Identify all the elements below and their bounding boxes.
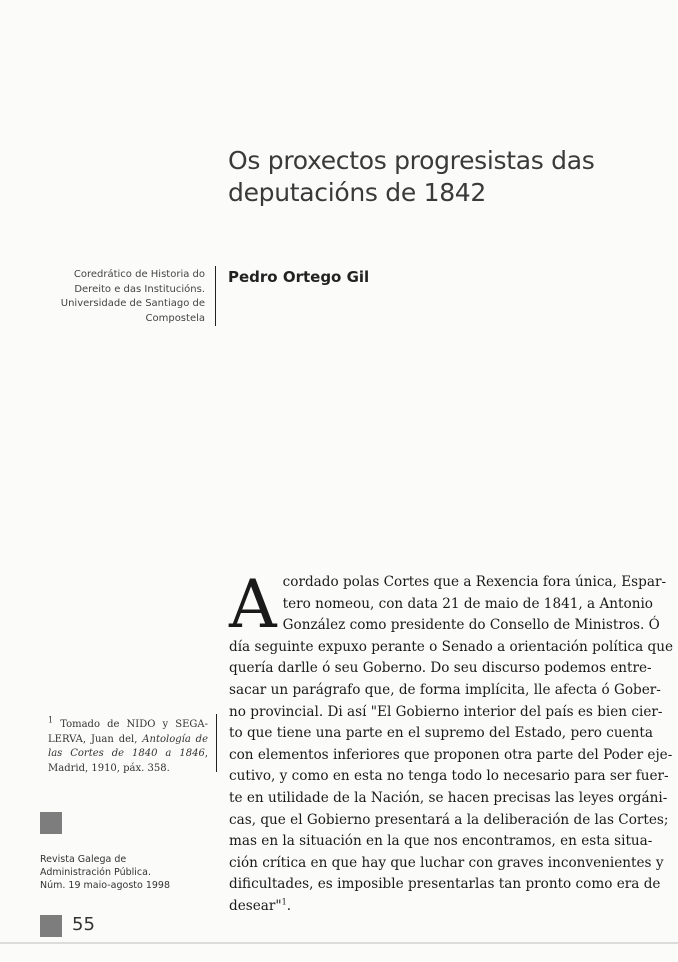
body-line: sacar un parágrafo que, de forma implícita, lle afecta ó Gober- xyxy=(229,681,661,698)
footnote-text-end: , Madrid, 1910, páx. 358. xyxy=(48,748,208,774)
drop-cap: A xyxy=(229,566,277,643)
body-line: dificultades, es imposible presentarlas tan pronto como era de xyxy=(229,876,661,893)
body-line: tero nomeou, con data 21 de maio de 1841, a Antonio xyxy=(282,595,653,612)
journal-name-2: Administración Pública. xyxy=(40,867,151,878)
body-line: te en utilidade de la Nación, se hacen precisas las leyes orgáni- xyxy=(229,789,668,806)
page-number: 55 xyxy=(72,914,95,935)
affiliation-divider xyxy=(215,266,216,326)
body-line: día seguinte expuxo perante o Senado a orientación política que xyxy=(229,638,674,655)
author-name: Pedro Ortego Gil xyxy=(228,268,370,286)
body-line: quería darlle ó seu Goberno. Do seu discurso podemos entre- xyxy=(229,660,652,677)
footnote-reference[interactable]: 1 xyxy=(281,897,287,907)
footnote-number: 1 xyxy=(48,715,54,725)
author-affiliation xyxy=(40,268,205,326)
footnote-divider xyxy=(216,714,217,772)
body-line: González como presidente do Consello de Ministros. Ó xyxy=(282,617,660,634)
body-paragraph xyxy=(229,566,674,918)
affiliation-line: Dereito e das Institucións. xyxy=(74,283,205,295)
body-line: con elementos inferiores que proponen otra parte del Poder eje- xyxy=(229,746,673,763)
body-line: no provincial. Di así "El Gobierno interior del país es bien cier- xyxy=(229,703,663,720)
page-number-square xyxy=(40,915,62,937)
footnote-italic-title: Antología de las Cortes de 1840 a 1846 xyxy=(48,733,208,759)
journal-name: Revista Galega de xyxy=(40,854,127,865)
body-line-text: desear" xyxy=(229,897,282,914)
footnote xyxy=(48,715,208,776)
body-line: ción crítica en que hay que luchar con graves inconvenientes y xyxy=(229,854,664,871)
body-line: cutivo, y como en esta no tenga todo lo necesario para ser fuer- xyxy=(229,768,669,785)
affiliation-line: Coredrático de Historia do xyxy=(73,269,205,280)
footnote-text-start: Tomado de NIDO y SEGA-LERVA, Juan del, xyxy=(48,719,208,745)
page-bottom-edge xyxy=(0,942,678,944)
body-line: mas en la situación en la que nos encontramos, en esta situa- xyxy=(229,833,653,850)
body-line: to que tiene una parte en el supremo del Estado, pero cuenta xyxy=(229,725,653,742)
article-title: Os proxectos progresistas das deputacións de 1842 xyxy=(228,146,595,207)
body-line: cordado polas Cortes que a Rexencia fora única, Espar- xyxy=(282,574,667,590)
body-line: cas, que el Gobierno presentará a la deliberación de las Cortes; xyxy=(229,811,669,828)
decorative-square xyxy=(40,812,62,834)
journal-issue: Núm. 19 maio-agosto 1998 xyxy=(40,880,171,891)
affiliation-line: Compostela xyxy=(145,312,205,324)
body-line-last: desear"$^1$. xyxy=(229,897,292,914)
journal-info xyxy=(40,853,210,892)
affiliation-line: Universidade de Santiago de xyxy=(60,298,205,309)
